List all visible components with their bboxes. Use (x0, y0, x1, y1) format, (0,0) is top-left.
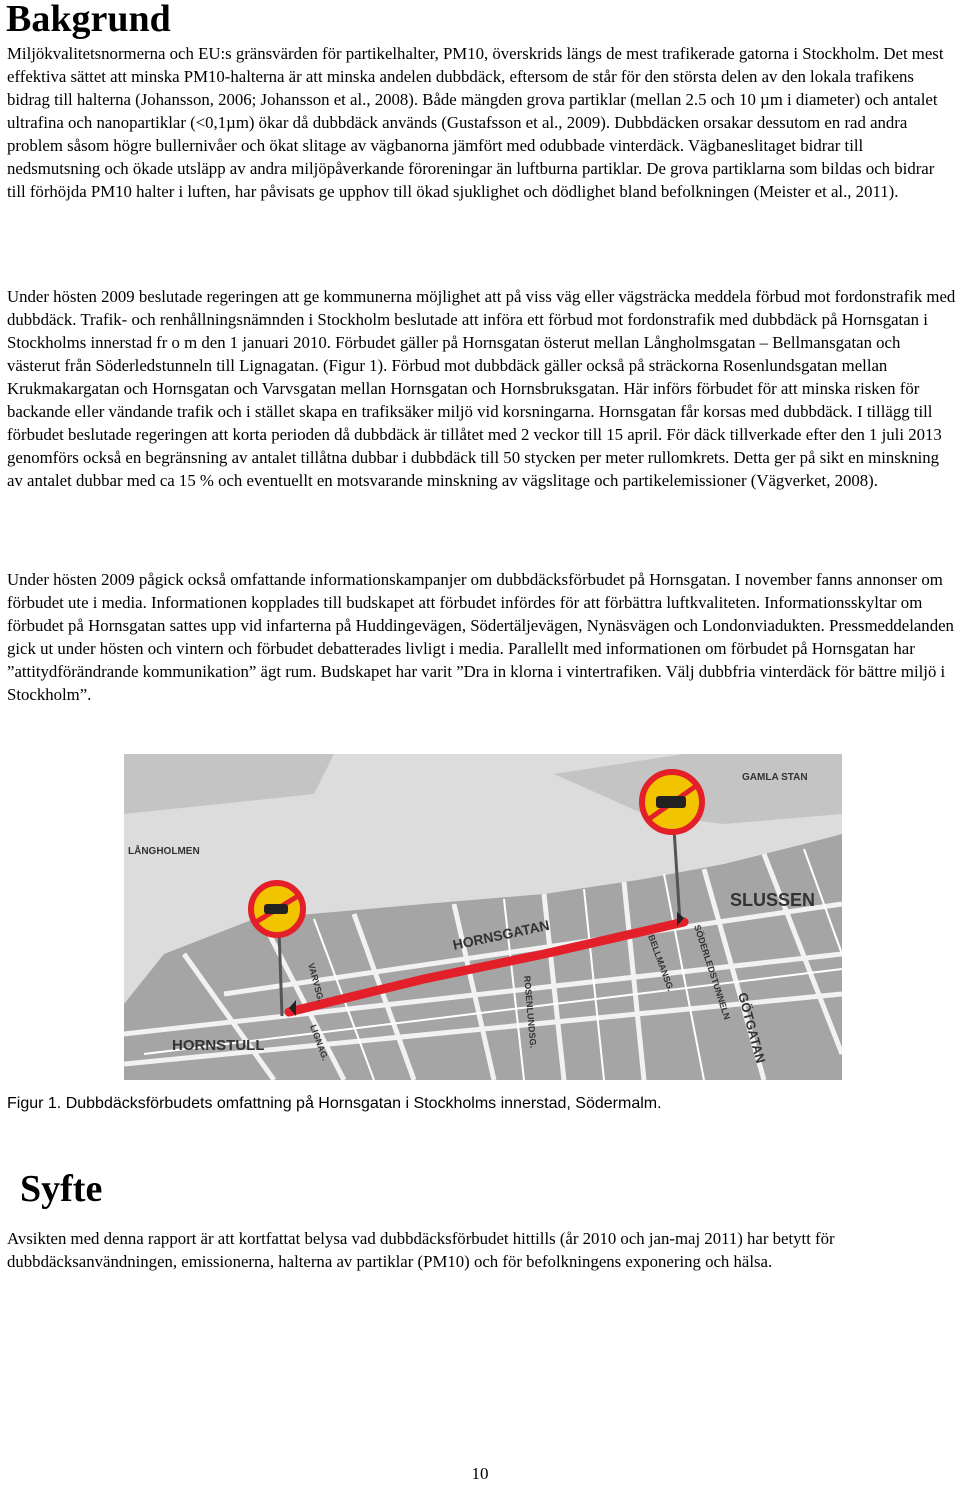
heading-bakgrund: Bakgrund (6, 0, 171, 40)
ban-sign-west (251, 883, 303, 935)
hornsgatan-map-figure (124, 754, 842, 1080)
map-label-hornsgatan: HORNSGATAN (451, 916, 551, 953)
map-label-varvsg: VARVSG. (306, 961, 326, 1003)
figure-caption: Figur 1. Dubbdäcksförbudets omfattning på Hornsgatan i Stockholms innerstad, Södermalm. (7, 1095, 662, 1112)
paragraph-background-1: Miljökvalitetsnormerna och EU:s gränsvärden för partikelhalter, PM10, överskrids längs de mest trafikerade gatorna i Stockholm. Det mest effektiva sättet att minska PM10-halterna är att minska andelen dubbdäck, eftersom de står för den största delen av den lokala trafikens bidrag till halterna (Johansson, 2006; Johansson et al., 2008). Både mängden grova partiklar (mellan 2.5 och 10 µm i diameter) och antalet ultrafina och nanopartiklar (<0,1µm) ökar då dubbdäck används (Gustafsson et al., 2009). Dubbdäcken orsakar dessutom en rad andra problem såsom högre bullernivåer och ökat slitage av vägbanorna jämfört med odubbade vinterdäck. Vägbaneslitaget bidrar till nedsmutsning och ökade utsläpp av andra miljöpåverkande föroreningar än luftburna partiklar. De grova partiklarna som bildas och bidrar till förhöjda PM10 halter i luften, har påvisats ge upphov till ökad sjuklighet och dödlighet bland befolkningen (Meister et al., 2011). (7, 44, 944, 201)
page-number: 10 (471, 1464, 489, 1483)
paragraph-purpose: Avsikten med denna rapport är att kortfattat belysa vad dubbdäcksförbudet hittills (år 2010 och jan-maj 2011) har betytt för dubbdäcksanvändningen, emissionerna, halterna av partiklar (PM10) och för befolkningens exponering och hälsa. (7, 1229, 835, 1271)
map-label-slussen: SLUSSEN (730, 890, 816, 910)
paragraph-background-2: Under hösten 2009 beslutade regeringen att ge kommunerna möjlighet att på viss väg eller vägsträcka meddela förbud mot fordonstrafik med dubbdäck. Trafik- och renhållningsnämnden i Stockholm beslutade att införa ett förbud mot fordonstrafik med dubbdäck på Hornsgatan i Stockholms innerstad fr o m den 1 januari 2010. Förbudet gäller på Hornsgatan österut mellan Långholmsgatan – Bellmansgatan och västerut från Söderledstunneln till Lignagatan. (Figur 1). Förbud mot dubbdäck gäller också på sträckorna Rosenlundsgatan mellan Krukmakargatan och Hornsgatan och Varvsgatan mellan Hornsgatan och Hornsbruksgatan. Här införs förbudet för att minska risken för backande eller vändande trafik och i stället skapa en trafiksäker miljö vid korsningarna. Hornsgatan får korsas med dubbdäck. I tillägg till förbudet beslutade regeringen att korta perioden då dubbdäck är tillåtet med 2 veckor till 15 april. För däck tillverkade efter den 1 juli 2013 genomförs också en begränsning av antalet tillåtna dubbar i dubbdäck till 50 stycken per meter rullomkrets. Detta ger på sikt en minskning av antalet dubbar med ca 15 % och eventuellt en motsvarande minskning av vägslitage och partikelemissioner (Vägverket, 2008). (7, 287, 956, 490)
map-label-lignag: LIGNAG. (308, 1023, 331, 1062)
heading-syfte: Syfte (20, 1168, 103, 1210)
map-label-gotgatan: GÖTGATAN (735, 990, 769, 1065)
ban-sign-east (642, 772, 702, 832)
map-label-gamla-stan: GAMLA STAN (742, 772, 808, 783)
paragraph-background-3: Under hösten 2009 pågick också omfattande informationskampanjer om dubbdäcksförbudet på Hornsgatan. I november fanns annonser om förbudet ute i media. Informationen kopplades till budskapet att förbudet infördes för att förbättra luftkvaliteten. Informationsskyltar om förbudet på Hornsgatan sattes upp vid infarterna på Huddingevägen, Södertäljevägen, Nynäsvägen och Londonviadukten. Pressmeddelanden gick ut under hösten och vintern och förbudet debatterades livligt i media. Parallellt med informationen om förbudet på Hornsgatan har ”attitydförändrande kommunikation” ägt rum. Budskapet har varit ”Dra in klorna i vintertrafiken. Välj dubbfria vinterdäck för bättre miljö i Stockholm”. (7, 570, 954, 704)
map-label-bellmansg: BELLMANSG. (646, 933, 676, 993)
map-label-langholmen: LÅNGHOLMEN (128, 846, 200, 857)
map-label-rosenlundsg: ROSENLUNDSG. (522, 975, 539, 1049)
map-label-soderledstunneln: SÖDERLEDSTUNNELN (692, 923, 733, 1021)
map-label-hornstull: HORNSTULL (172, 1037, 265, 1054)
